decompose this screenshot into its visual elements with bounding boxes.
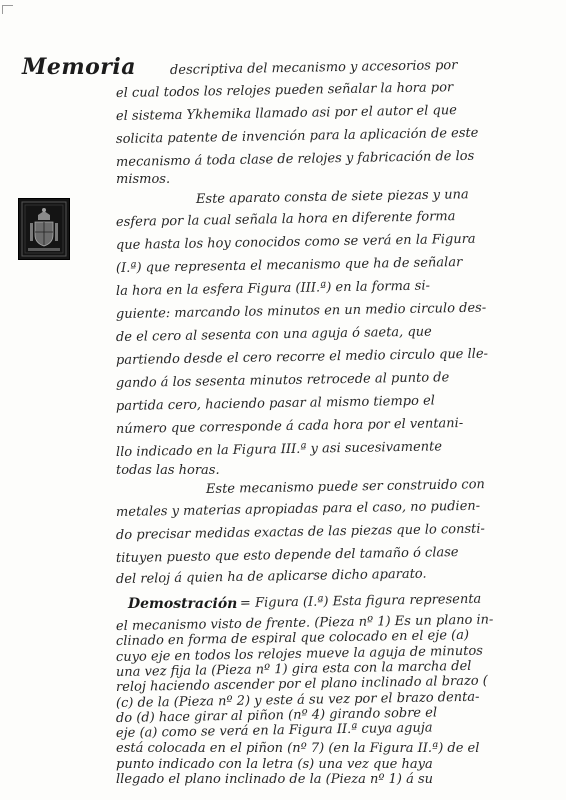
text-line: punto indicado con la letra (s) una vez que haya bbox=[116, 756, 433, 772]
tax-stamp bbox=[18, 198, 70, 260]
text-line: el sistema Ykhemika llamado asi por el autor el que bbox=[115, 103, 457, 124]
text-line: de el cero al sesenta con una aguja ó saeta, que bbox=[115, 324, 432, 345]
text-line: está colocada en el piñon (nº 7) (en la Figura II.ª) de el bbox=[116, 741, 480, 757]
text-line: todas las horas. bbox=[116, 463, 220, 478]
text-line: una vez fija la (Pieza nº 1) gira esta con la marcha del bbox=[115, 658, 472, 680]
text-line: (I.ª) que representa el mecanismo que ha de señalar bbox=[115, 254, 463, 276]
text-line: Este aparato consta de siete piezas y una bbox=[195, 187, 469, 207]
text-line: gando á los sesenta minutos retrocede al punto de bbox=[115, 370, 450, 391]
text-line: llo indicado en la Figura III.ª y asi sucesivamente bbox=[115, 439, 443, 460]
text-line: mecanismo á toda clase de relojes y fabricación de los bbox=[115, 148, 475, 170]
text-line: = Figura (I.ª) Esta figura representa bbox=[239, 591, 482, 611]
text-line: del reloj á quien ha de aplicarse dicho aparato. bbox=[115, 566, 427, 587]
text-line: do precisar medidas exactas de las piezas que lo consti- bbox=[115, 521, 486, 543]
text-line: (c) de la (Pieza nº 2) y este á su vez por el brazo denta- bbox=[115, 689, 480, 711]
text-line: tituyen puesto que esto depende del tamaño ó clase bbox=[115, 545, 459, 566]
text-line: metales y materias apropiadas para el caso, no pudien- bbox=[115, 498, 481, 520]
corner-crop-mark bbox=[2, 5, 13, 14]
text-line: descriptiva del mecanismo y accesorios por bbox=[169, 57, 458, 78]
text-line: guiente: marcando los minutos en un medio circulo des- bbox=[115, 300, 487, 322]
text-line: clinado en forma de espiral que colocado en el eje (a) bbox=[115, 628, 470, 650]
stamp-emblem-icon bbox=[19, 199, 69, 259]
text-line: la hora en la esfera Figura (III.ª) en la forma si- bbox=[115, 278, 431, 299]
text-line: cuyo eje en todos los relojes mueve la aguja de minutos bbox=[115, 643, 484, 665]
text-line: número que corresponde á cada hora por el ventani- bbox=[115, 415, 464, 437]
section-heading: Demostración bbox=[128, 596, 238, 612]
text-line: Este mecanismo puede ser construido con bbox=[205, 477, 485, 497]
text-line: reloj haciendo ascender por el plano inclinado al brazo ( bbox=[115, 673, 488, 696]
document-heading: Memoria bbox=[22, 54, 137, 80]
text-line: do (d) hace girar al piñon (nº 4) girando sobre el bbox=[115, 705, 438, 726]
text-line: el cual todos los relojes pueden señalar la hora por bbox=[115, 80, 454, 101]
text-line: el mecanismo visto de frente. (Pieza nº 1) Es un plano in- bbox=[115, 612, 494, 634]
text-line: mismos. bbox=[116, 172, 171, 187]
text-line: partiendo desde el cero recorre el medio circulo que lle- bbox=[115, 346, 489, 368]
text-line: solicita patente de invención para la aplicación de este bbox=[115, 125, 479, 147]
text-line: que hasta los hoy conocidos como se verá en la Figura bbox=[115, 231, 476, 253]
text-line: esfera por la cual señala la hora en diferente forma bbox=[115, 209, 456, 230]
text-line: llegado el plano inclinado de la (Pieza nº 1) á su bbox=[116, 772, 434, 787]
text-line: eje (a) como se verá en la Figura II.ª cuya aguja bbox=[115, 720, 433, 742]
text-line: partida cero, haciendo pasar al mismo tiempo el bbox=[115, 393, 435, 414]
